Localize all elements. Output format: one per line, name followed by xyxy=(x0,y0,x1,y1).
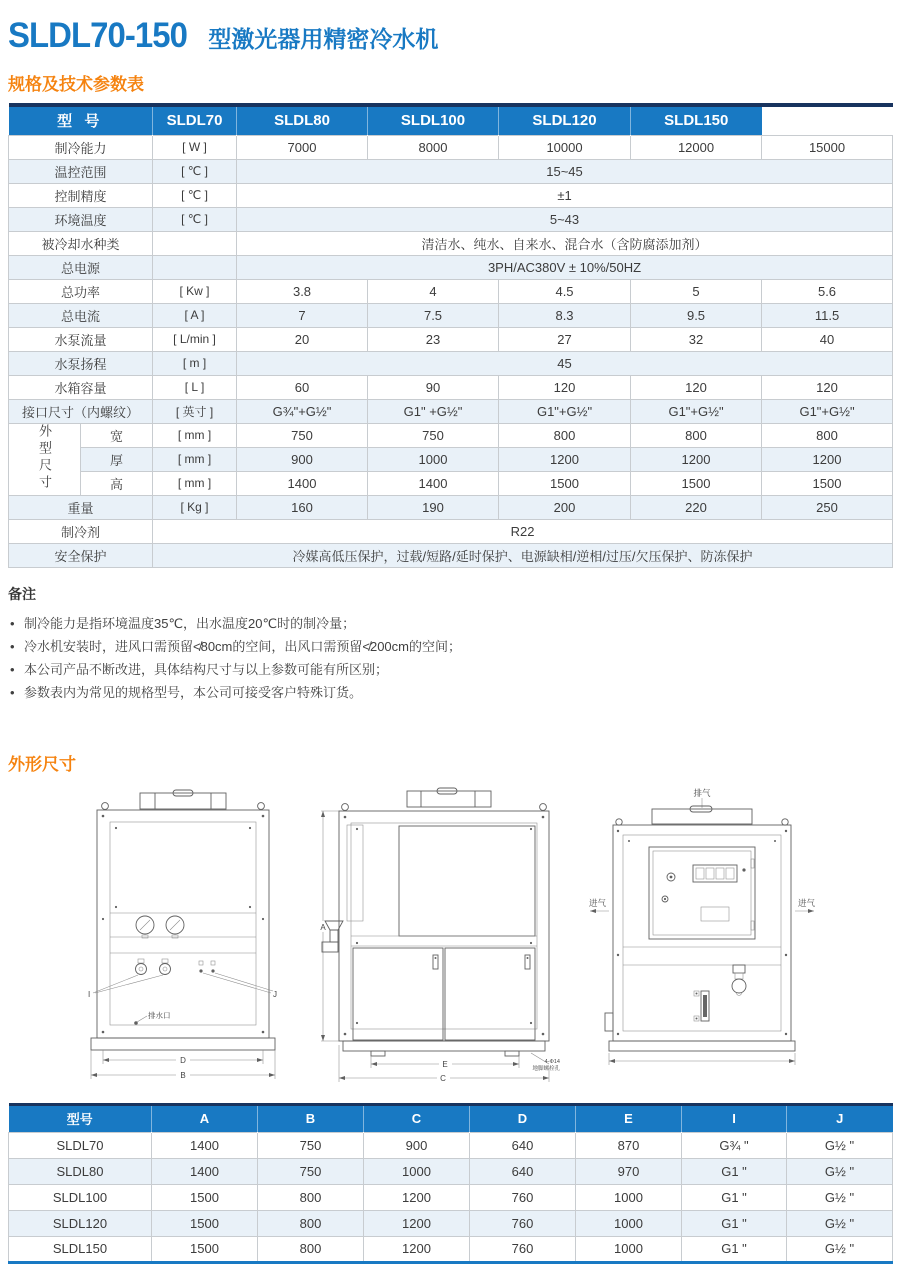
bolt-note-line1: 4-Φ14 xyxy=(544,1058,560,1065)
intake-left-label: 进气 xyxy=(589,897,607,908)
spec-cell: 200 xyxy=(499,495,631,519)
spec-row-unit: [ 英寸 ] xyxy=(153,399,237,423)
dim-row-model: SLDL100 xyxy=(9,1184,152,1210)
spec-row xyxy=(9,327,893,351)
panel-display xyxy=(693,865,737,882)
intake-left xyxy=(589,898,609,913)
dim-header-model: 型号 xyxy=(9,1104,152,1132)
spec-cell: 15000 xyxy=(762,135,893,159)
level-sight-glass xyxy=(694,991,709,1021)
spec-row-unit: [ ℃ ] xyxy=(153,159,237,183)
spec-row-label: 控制精度 xyxy=(9,183,153,207)
spec-row-span-value: 5~43 xyxy=(237,207,893,231)
spec-cell: 20 xyxy=(237,327,368,351)
spec-row-label: 水泵扬程 xyxy=(9,351,153,375)
spec-header-model-label: 型 号 xyxy=(9,105,153,135)
spec-header-sldl120: SLDL120 xyxy=(499,105,631,135)
dim-label-d: D xyxy=(180,1055,186,1065)
spec-row-label: 总功率 xyxy=(9,279,153,303)
spec-row xyxy=(9,351,893,375)
spec-cell: 1000 xyxy=(368,447,499,471)
spec-row-unit xyxy=(153,255,237,279)
front-screws xyxy=(102,814,265,1033)
dim-cell: G¾ " xyxy=(682,1132,787,1158)
spec-cell: 900 xyxy=(237,447,368,471)
model-range-title: SLDL70-150 xyxy=(8,16,187,55)
spec-cell: 40 xyxy=(762,327,893,351)
dim-cell: G1 " xyxy=(682,1158,787,1184)
spec-cell: 160 xyxy=(237,495,368,519)
spec-group-label xyxy=(9,423,81,495)
spec-row xyxy=(9,279,893,303)
spec-row-unit: [ L ] xyxy=(153,375,237,399)
spec-row-unit: [ W ] xyxy=(153,135,237,159)
spec-cell: 1500 xyxy=(499,471,631,495)
spec-row-unit: [ Kw ] xyxy=(153,279,237,303)
dim-cell: 870 xyxy=(576,1132,682,1158)
side-dim-e xyxy=(371,1056,519,1069)
spec-row xyxy=(9,471,893,495)
dim-cell: 1200 xyxy=(364,1184,470,1210)
spec-row-label: 水泵流量 xyxy=(9,327,153,351)
spec-row-label: 制冷能力 xyxy=(9,135,153,159)
dim-cell: 800 xyxy=(258,1184,364,1210)
spec-cell: 7.5 xyxy=(368,303,499,327)
spec-cell: 3.8 xyxy=(237,279,368,303)
spec-cell: 1500 xyxy=(631,471,762,495)
spec-cell: G1"+G½" xyxy=(762,399,893,423)
dim-table-row xyxy=(9,1184,893,1210)
dim-table-row xyxy=(9,1236,893,1262)
rear-dim xyxy=(609,1053,795,1065)
spec-row xyxy=(9,519,893,543)
spec-cell: 9.5 xyxy=(631,303,762,327)
spec-header-sldl150: SLDL150 xyxy=(631,105,762,135)
spec-cell: 90 xyxy=(368,375,499,399)
dim-cell: 900 xyxy=(364,1132,470,1158)
spec-row-label: 温控范围 xyxy=(9,159,153,183)
dim-cell: G½ " xyxy=(787,1236,893,1262)
front-view-drawing xyxy=(83,785,283,1085)
dim-cell: 1500 xyxy=(152,1236,258,1262)
page-title xyxy=(0,12,900,56)
notes-heading: 备注 xyxy=(8,585,36,602)
spec-cell: 800 xyxy=(762,423,893,447)
dim-cell: 1000 xyxy=(576,1210,682,1236)
water-ports xyxy=(136,959,216,975)
spec-row-label: 高 xyxy=(81,471,153,495)
dim-label-a: A xyxy=(320,922,326,932)
dim-header-b: B xyxy=(258,1104,364,1132)
spec-cell: 190 xyxy=(368,495,499,519)
spec-row-span-value: 清洁水、纯水、自来水、混合水（含防腐添加剂） xyxy=(237,231,893,255)
spec-row xyxy=(9,375,893,399)
spec-row-unit xyxy=(153,231,237,255)
intake-right-label: 进气 xyxy=(797,897,815,908)
spec-row-unit: [ ℃ ] xyxy=(153,183,237,207)
spec-cell: 23 xyxy=(368,327,499,351)
dims-section-heading: 外形尺寸 xyxy=(8,754,76,774)
spec-cell: G1"+G½" xyxy=(631,399,762,423)
dim-header-i: I xyxy=(682,1104,787,1132)
dim-cell: 1200 xyxy=(364,1236,470,1262)
spec-cell: 12000 xyxy=(631,135,762,159)
dim-header-a: A xyxy=(152,1104,258,1132)
spec-row-unit: [ m ] xyxy=(153,351,237,375)
spec-header-sldl100: SLDL100 xyxy=(368,105,499,135)
spec-row-unit: [ mm ] xyxy=(153,447,237,471)
dim-cell: 640 xyxy=(470,1132,576,1158)
dim-cell: 1500 xyxy=(152,1210,258,1236)
dim-cell: 640 xyxy=(470,1158,576,1184)
spec-cell: 1200 xyxy=(762,447,893,471)
dim-row-model: SLDL80 xyxy=(9,1158,152,1184)
spec-cell: 4.5 xyxy=(499,279,631,303)
dim-label-b: B xyxy=(180,1070,186,1080)
spec-row xyxy=(9,183,893,207)
spec-row-span-value: 15~45 xyxy=(237,159,893,183)
spec-cell: G1"+G½" xyxy=(499,399,631,423)
spec-cell: 750 xyxy=(368,423,499,447)
product-name-title: 型激光器用精密冷水机 xyxy=(208,26,439,52)
spec-row xyxy=(9,543,893,567)
port-label-i: I xyxy=(88,989,91,999)
dim-label-c: C xyxy=(440,1073,446,1083)
spec-cell: 27 xyxy=(499,327,631,351)
spec-cell: 1200 xyxy=(631,447,762,471)
spec-section-heading: 规格及技术参数表 xyxy=(8,75,144,94)
spec-row-label: 宽 xyxy=(81,423,153,447)
spec-row-unit: [ A ] xyxy=(153,303,237,327)
side-screws xyxy=(344,815,545,1035)
fill-valve xyxy=(732,965,746,996)
spec-cell: 32 xyxy=(631,327,762,351)
control-panel xyxy=(649,847,755,939)
spec-row xyxy=(9,447,893,471)
spec-row-span-value: 冷媒高低压保护，过载/短路/延时保护、电源缺相/逆相/过压/欠压保护、防冻保护 xyxy=(153,543,893,567)
pressure-gauges xyxy=(136,916,184,938)
spec-cell: 800 xyxy=(631,423,762,447)
dim-header-e: E xyxy=(576,1104,682,1132)
dim-cell: 1000 xyxy=(364,1158,470,1184)
dim-cell: G½ " xyxy=(787,1210,893,1236)
spec-row xyxy=(9,303,893,327)
dim-cell: 760 xyxy=(470,1184,576,1210)
drain-port-label: 排水口 xyxy=(148,1010,171,1020)
spec-row xyxy=(9,399,893,423)
intake-right xyxy=(795,898,815,913)
spec-cell: 800 xyxy=(499,423,631,447)
spec-cell: 5.6 xyxy=(762,279,893,303)
spec-table xyxy=(8,103,893,568)
dim-header-j: J xyxy=(787,1104,893,1132)
spec-group-text: 外型尺寸 xyxy=(37,423,52,492)
dim-table-row xyxy=(9,1158,893,1184)
note-item: • 参数表内为常见的规格型号，本公司可接受客户特殊订货。 xyxy=(10,681,892,704)
spec-row-label: 重量 xyxy=(9,495,153,519)
spec-row-span-value: 3PH/AC380V ± 10%/50HZ xyxy=(237,255,893,279)
note-item: • 本公司产品不断改进，具体结构尺寸与以上参数可能有所区别； xyxy=(10,658,892,681)
exhaust-label: 排气 xyxy=(693,787,711,798)
spec-cell: 120 xyxy=(631,375,762,399)
spec-row xyxy=(9,135,893,159)
dim-cell: 800 xyxy=(258,1236,364,1262)
dim-cell: G½ " xyxy=(787,1184,893,1210)
port-label-j: J xyxy=(273,989,277,999)
dim-cell: 1200 xyxy=(364,1210,470,1236)
dim-row-model: SLDL150 xyxy=(9,1236,152,1262)
dim-table-row xyxy=(9,1210,893,1236)
dim-cell: 750 xyxy=(258,1158,364,1184)
spec-cell: G¾"+G½" xyxy=(237,399,368,423)
dim-row-model: SLDL120 xyxy=(9,1210,152,1236)
spec-cell: 7 xyxy=(237,303,368,327)
spec-header-sldl70: SLDL70 xyxy=(153,105,237,135)
spec-cell: 7000 xyxy=(237,135,368,159)
spec-row xyxy=(9,495,893,519)
dim-cell: 760 xyxy=(470,1210,576,1236)
side-view-drawing xyxy=(309,785,561,1085)
spec-cell: 8.3 xyxy=(499,303,631,327)
front-dim-d xyxy=(103,1050,263,1065)
spec-row-unit: [ mm ] xyxy=(153,423,237,447)
dim-cell: G½ " xyxy=(787,1132,893,1158)
spec-cell: 4 xyxy=(368,279,499,303)
dim-cell: G1 " xyxy=(682,1210,787,1236)
spec-cell: 10000 xyxy=(499,135,631,159)
dim-header-c: C xyxy=(364,1104,470,1132)
spec-cell: 5 xyxy=(631,279,762,303)
dim-cell: G1 " xyxy=(682,1236,787,1262)
dim-cell: 970 xyxy=(576,1158,682,1184)
rear-view-drawing xyxy=(587,785,817,1085)
dim-cell: G1 " xyxy=(682,1184,787,1210)
dim-cell: 1000 xyxy=(576,1184,682,1210)
spec-row-label: 接口尺寸（内螺纹） xyxy=(9,399,153,423)
dim-cell: 750 xyxy=(258,1132,364,1158)
dim-cell: 1000 xyxy=(576,1236,682,1262)
anchor-bolt-note xyxy=(531,1053,560,1072)
spec-row-label: 环境温度 xyxy=(9,207,153,231)
spec-cell: 11.5 xyxy=(762,303,893,327)
cabinet-doors xyxy=(353,948,535,1040)
rear-screws xyxy=(617,829,787,1034)
spec-row xyxy=(9,207,893,231)
spec-cell: 120 xyxy=(762,375,893,399)
spec-row xyxy=(9,159,893,183)
note-item: • 冷水机安装时，进风口需预留≮80cm的空间，出风口需预留≮200cm的空间； xyxy=(10,635,892,658)
spec-cell: 1500 xyxy=(762,471,893,495)
spec-row-label: 制冷剂 xyxy=(9,519,153,543)
dim-header-row xyxy=(9,1104,893,1132)
spec-header-row xyxy=(9,105,893,135)
spec-cell: 1400 xyxy=(237,471,368,495)
spec-cell: 220 xyxy=(631,495,762,519)
dim-cell: 800 xyxy=(258,1210,364,1236)
dim-cell: 760 xyxy=(470,1236,576,1262)
dimension-drawings xyxy=(0,785,900,1085)
spec-row-span-value: ±1 xyxy=(237,183,893,207)
spec-row-label: 总电源 xyxy=(9,255,153,279)
spec-row xyxy=(9,231,893,255)
dim-label-e: E xyxy=(442,1059,448,1069)
dim-cell: 1400 xyxy=(152,1132,258,1158)
dim-cell: G½ " xyxy=(787,1158,893,1184)
dim-table-row xyxy=(9,1132,893,1158)
spec-row xyxy=(9,255,893,279)
spec-row-span-value: R22 xyxy=(153,519,893,543)
panel-nameplate xyxy=(701,907,729,921)
spec-row-label: 安全保护 xyxy=(9,543,153,567)
spec-row-label: 厚 xyxy=(81,447,153,471)
spec-row-label: 被冷却水种类 xyxy=(9,231,153,255)
spec-row xyxy=(9,423,893,447)
dim-cell: 1500 xyxy=(152,1184,258,1210)
note-item: • 制冷能力是指环境温度35℃，出水温度20℃时的制冷量； xyxy=(10,612,892,635)
dim-row-model: SLDL70 xyxy=(9,1132,152,1158)
spec-row-span-value: 45 xyxy=(237,351,893,375)
spec-cell: 1400 xyxy=(368,471,499,495)
notes-list xyxy=(10,612,892,704)
dimension-table xyxy=(8,1103,893,1264)
spec-row-unit: [ L/min ] xyxy=(153,327,237,351)
spec-cell: 8000 xyxy=(368,135,499,159)
spec-cell: 120 xyxy=(499,375,631,399)
spec-row-label: 水箱容量 xyxy=(9,375,153,399)
bolt-note-line2: 地脚螺栓孔 xyxy=(532,1065,560,1072)
spec-row-unit: [ ℃ ] xyxy=(153,207,237,231)
spec-cell: 60 xyxy=(237,375,368,399)
dim-cell: 1400 xyxy=(152,1158,258,1184)
spec-cell: 250 xyxy=(762,495,893,519)
spec-cell: 1200 xyxy=(499,447,631,471)
air-grille xyxy=(399,826,535,936)
dim-header-d: D xyxy=(470,1104,576,1132)
notes-section xyxy=(0,584,900,704)
spec-row-unit: [ mm ] xyxy=(153,471,237,495)
spec-cell: 750 xyxy=(237,423,368,447)
spec-row-unit: [ Kg ] xyxy=(153,495,237,519)
spec-row-label: 总电流 xyxy=(9,303,153,327)
spec-header-sldl80: SLDL80 xyxy=(237,105,368,135)
spec-cell: G1" +G½" xyxy=(368,399,499,423)
